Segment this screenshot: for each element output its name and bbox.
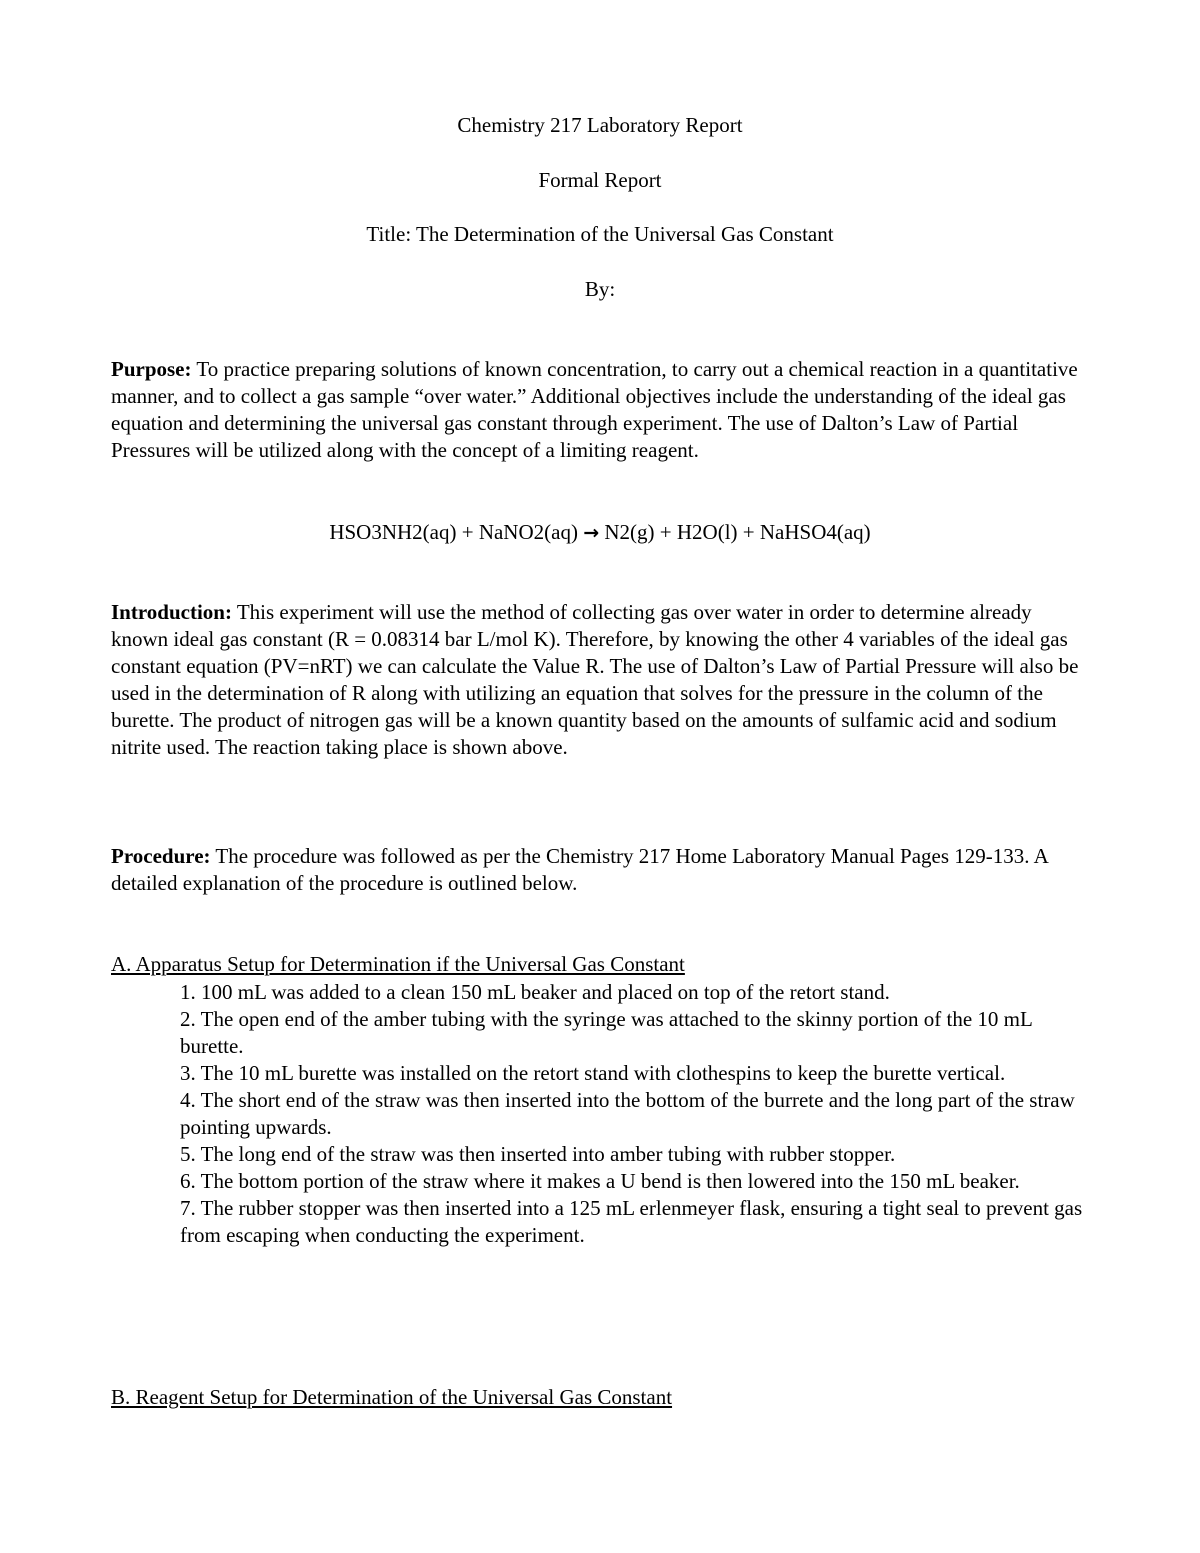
list-item: 7. The rubber stopper was then inserted into a 125 mL erlenmeyer flask, ensuring a tight seal to prevent gas from escaping when conducting the experiment. (180, 1196, 1083, 1247)
reaction-arrow-icon: → (583, 522, 600, 544)
procedure-label: Procedure: (111, 844, 211, 868)
procedure-text: The procedure was followed as per the Chemistry 217 Home Laboratory Manual Pages 129-133. A detailed explanation of the procedure is outlined below. (111, 844, 1048, 895)
list-item: 3. The 10 mL burette was installed on the retort stand with clothespins to keep the burette vertical. (180, 1061, 1006, 1085)
section-a-steps (180, 979, 1085, 1249)
purpose-paragraph (111, 356, 1091, 464)
list-item: 2. The open end of the amber tubing with the syringe was attached to the skinny portion of the 10 mL burette. (180, 1007, 1033, 1058)
purpose-text: To practice preparing solutions of known concentration, to carry out a chemical reaction in a quantitative manner, and to collect a gas sample “over water.” Additional objectives include the understanding of the ideal gas equation and determining the universal gas constant through experiment. The use of Dalton’s Law of Partial Pressures will be utilized along with the concept of a limiting reagent. (111, 357, 1078, 462)
report-title: Title: The Determination of the Universal Gas Constant (366, 222, 834, 246)
list-item: 1. 100 mL was added to a clean 150 mL beaker and placed on top of the retort stand. (180, 980, 890, 1004)
section-a-heading: A. Apparatus Setup for Determination if the Universal Gas Constant (111, 952, 685, 976)
introduction-text: This experiment will use the method of collecting gas over water in order to determine already known ideal gas constant (R = 0.08314 bar L/mol K). Therefore, by knowing the other 4 variables of the ideal gas constant equation (PV=nRT) we can calculate the Value R. The use of Dalton’s Law of Partial Pressure will also be used in the determination of R along with utilizing an equation that solves for the pressure in the column of the burette. The product of nitrogen gas will be a known quantity based on the amounts of sulfamic acid and sodium nitrite used. The reaction taking place is shown above. (111, 600, 1079, 759)
list-item: 5. The long end of the straw was then inserted into amber tubing with rubber stopper. (180, 1142, 896, 1166)
purpose-label: Purpose: (111, 357, 192, 381)
list-item: 4. The short end of the straw was then inserted into the bottom of the burrete and the long part of the straw pointing upwards. (180, 1088, 1075, 1139)
equation-products: N2(g) + H2O(l) + NaHSO4(aq) (599, 520, 871, 544)
report-type: Formal Report (538, 168, 662, 192)
section-b-heading: B. Reagent Setup for Determination of the Universal Gas Constant (111, 1385, 673, 1409)
equation-reactants: HSO3NH2(aq) + NaNO2(aq) (329, 520, 584, 544)
introduction-label: Introduction: (111, 600, 232, 624)
reaction-equation (0, 519, 1200, 547)
list-item: 6. The bottom portion of the straw where it makes a U bend is then lowered into the 150 mL beaker. (180, 1169, 1020, 1193)
introduction-paragraph (111, 599, 1091, 761)
procedure-paragraph (111, 843, 1091, 897)
report-author: By: (584, 277, 616, 301)
report-course-title: Chemistry 217 Laboratory Report (457, 113, 743, 137)
